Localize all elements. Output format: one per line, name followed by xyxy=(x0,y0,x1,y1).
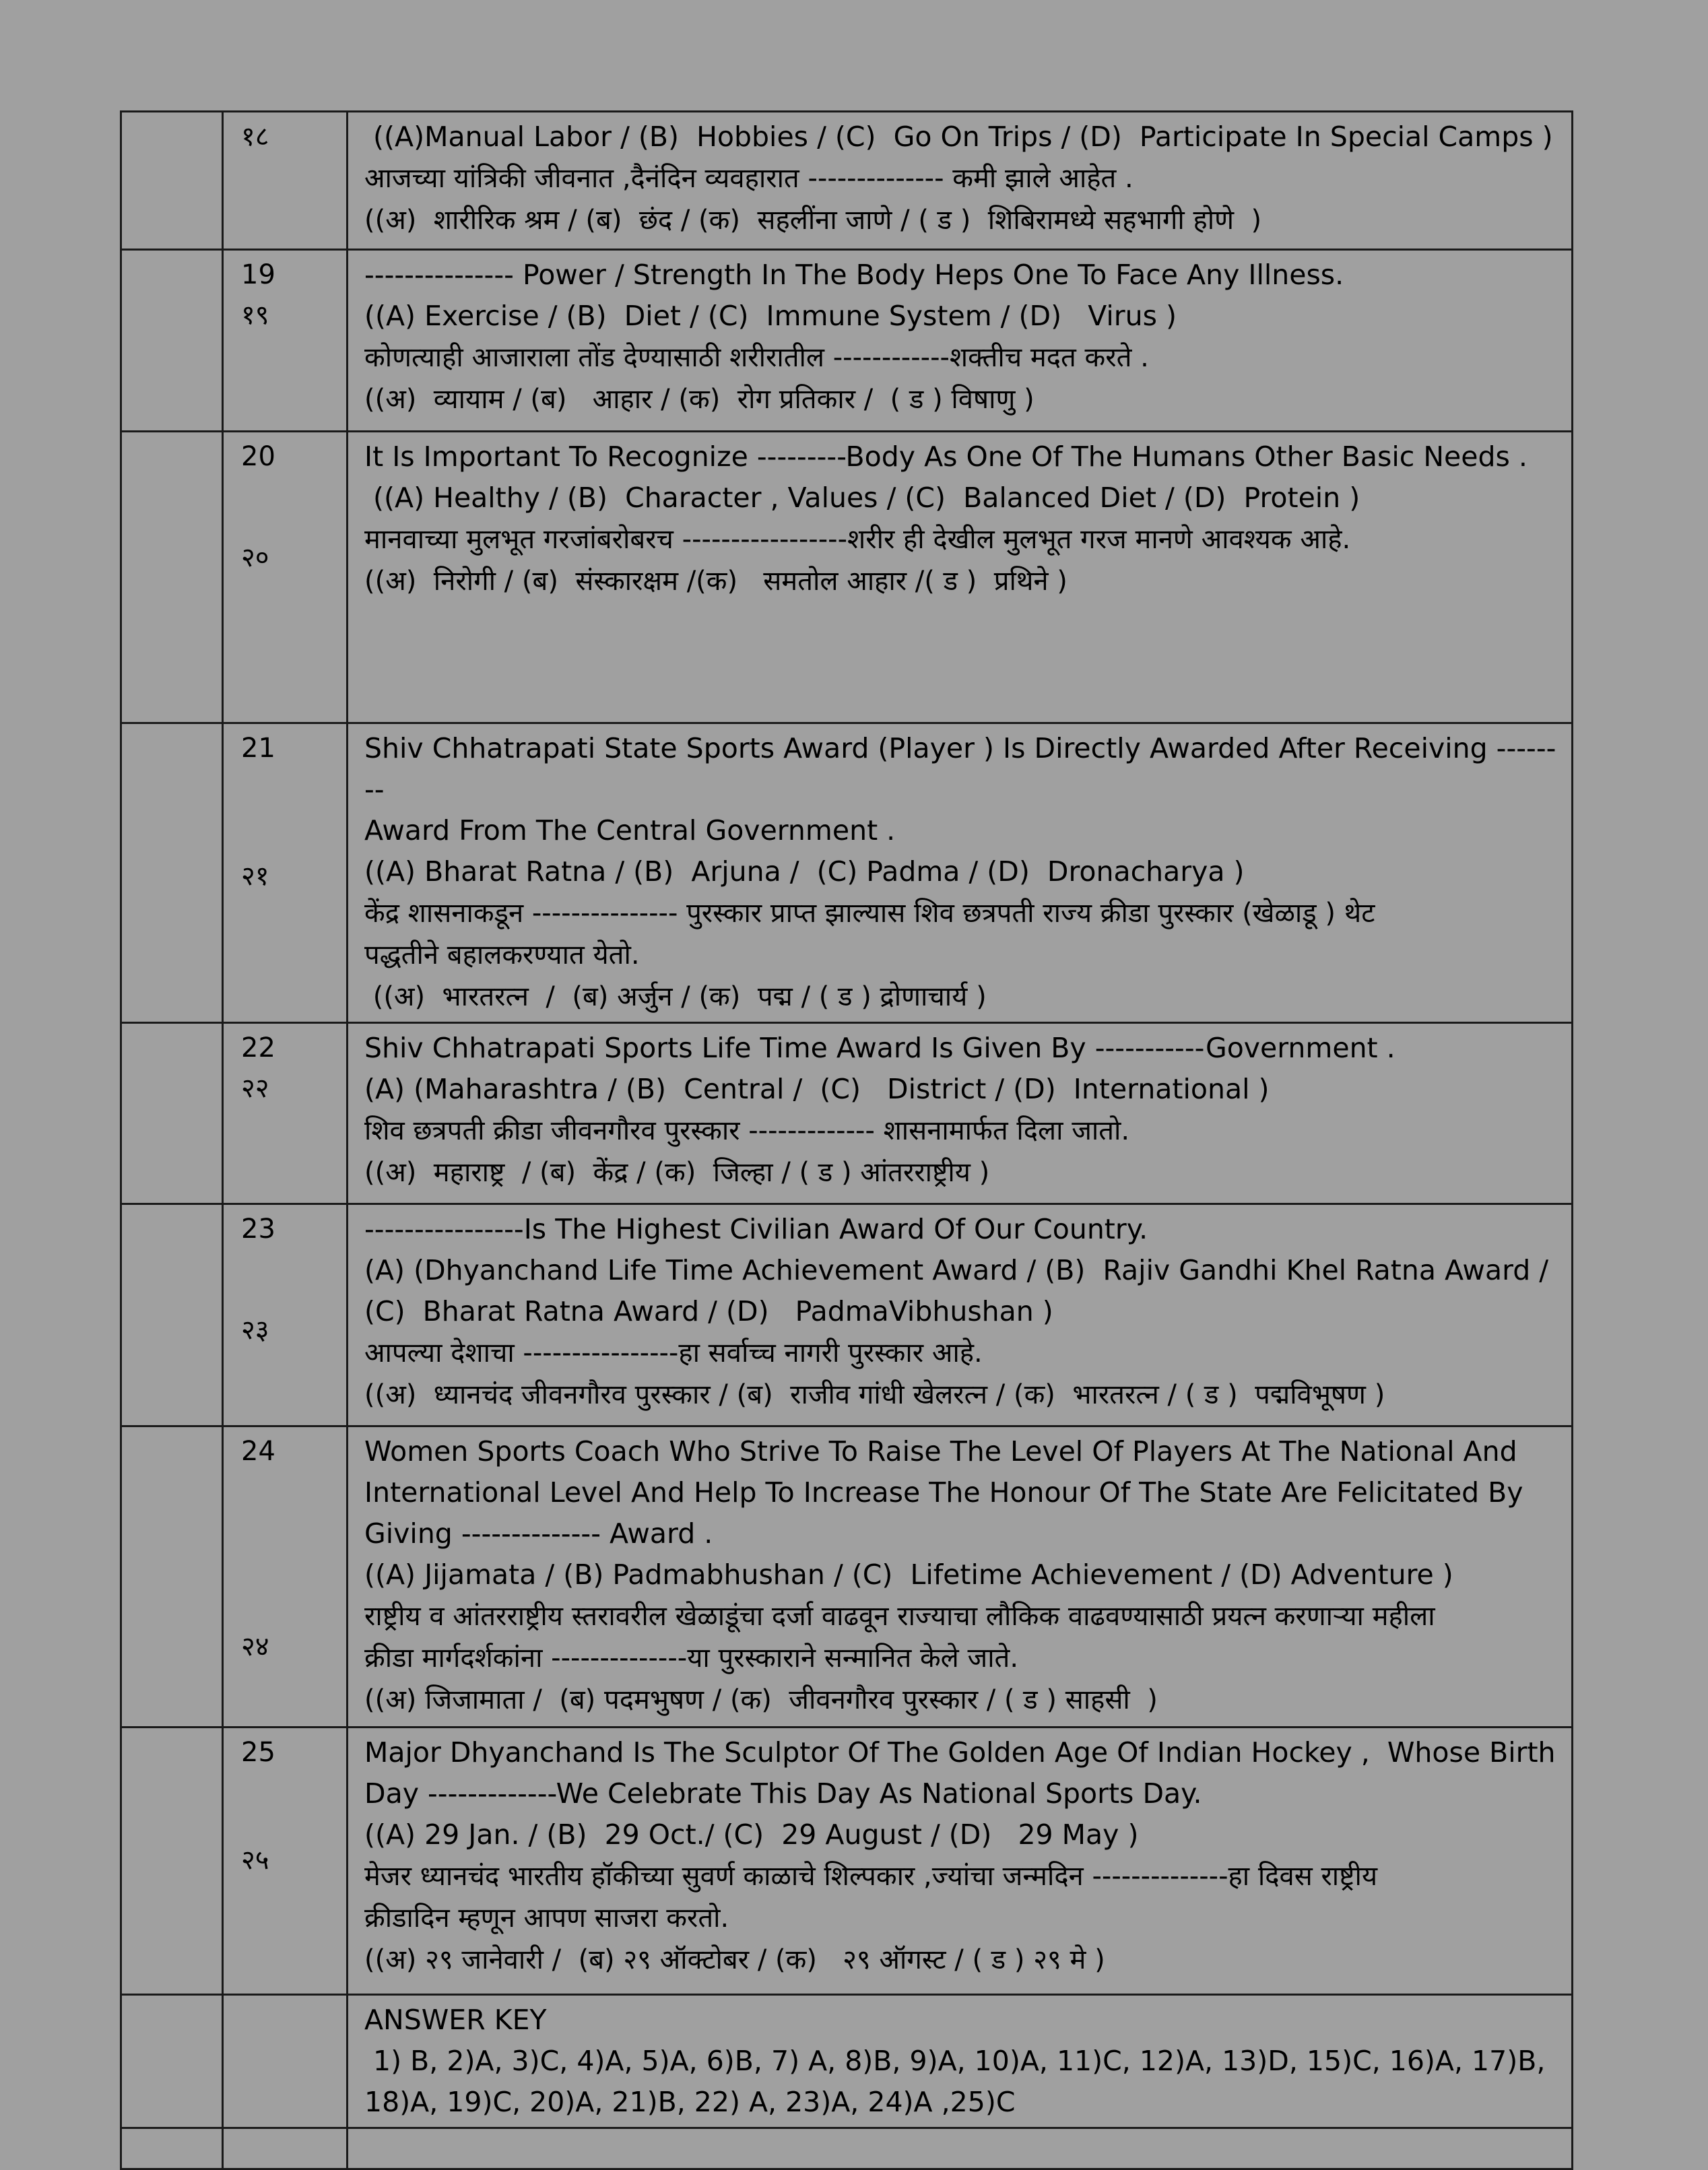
blank-cell xyxy=(121,1023,223,1204)
blank-cell xyxy=(121,2128,223,2169)
question-line: राष्ट्रीय व आंतरराष्ट्रीय स्तरावरील खेळाडूंचा दर्जा वाढवून राज्याचा लौकिक वाढवण्यासाठी प्रयत्न करणाऱ्या महीला xyxy=(364,1601,1435,1632)
blank-cell xyxy=(121,1426,223,1728)
question-line: Women Sports Coach Who Strive To Raise The Level Of Players At The National And xyxy=(364,1435,1517,1468)
question-line: केंद्र शासनाकडून --------------- पुरस्कार प्राप्त झाल्यास शिव छत्रपती राज्य क्रीडा पुरस्कार (खेळाडू ) थेट xyxy=(364,898,1375,929)
question-text-cell xyxy=(348,432,1573,723)
question-line: Major Dhyanchand Is The Sculptor Of The Golden Age Of Indian Hockey , Whose Birth xyxy=(364,1736,1556,1769)
question-number-cell xyxy=(223,1204,348,1426)
question-line: ((A) Healthy / (B) Character , Values / (C) Balanced Diet / (D) Protein ) xyxy=(364,482,1360,514)
question-line: (A) (Maharashtra / (B) Central / (C) District / (D) International ) xyxy=(364,1073,1270,1105)
answer-key-line: 1) B, 2)A, 3)C, 4)A, 5)A, 6)B, 7) A, 8)B, 9)A, 10)A, 11)C, 12)A, 13)D, 15)C, 16)A, 17)B, xyxy=(364,2045,1546,2077)
question-number-mr: २२ xyxy=(241,1073,269,1104)
question-line: --------------- Power / Strength In The Body Heps One To Face Any Illness. xyxy=(364,259,1344,291)
question-line: ((अ) भारतरत्न / (ब) अर्जुन / (क) पद्म / ( ड ) द्रोणाचार्य ) xyxy=(364,981,987,1012)
blank-cell xyxy=(121,1995,223,2128)
question-line: ((A) Jijamata / (B) Padmabhushan / (C) Lifetime Achievement / (D) Adventure ) xyxy=(364,1558,1453,1591)
question-line: ((अ) जिजामाता / (ब) पदमभुषण / (क) जीवनगौरव पुरस्कार / ( ड ) साहसी ) xyxy=(364,1684,1158,1715)
question-line: ((A) 29 Jan. / (B) 29 Oct./ (C) 29 August / (D) 29 May ) xyxy=(364,1818,1139,1851)
question-line: Award From The Central Government . xyxy=(364,814,896,847)
question-line: पद्धतीने बहालकरण्यात येतो. xyxy=(364,940,640,971)
empty-row xyxy=(121,2128,1573,2169)
question-text-cell xyxy=(348,112,1573,250)
question-line: ((अ) २९ जानेवारी / (ब) २९ ऑक्टोबर / (क) २९ ऑगस्ट / ( ड ) २९ मे ) xyxy=(364,1944,1105,1975)
question-line: मेजर ध्यानचंद भारतीय हॉकीच्या सुवर्ण काळाचे शिल्पकार ,ज्यांचा जन्मदिन --------------हा दिवस राष्ट्रीय xyxy=(364,1861,1378,1892)
answer-key-cell xyxy=(348,1995,1573,2128)
table-row xyxy=(121,1426,1573,1728)
table-row xyxy=(121,1728,1573,1995)
question-number-en: 19 xyxy=(241,259,275,290)
question-text-cell xyxy=(348,723,1573,1023)
question-number-cell xyxy=(223,250,348,432)
blank-cell xyxy=(121,1728,223,1995)
blank-cell xyxy=(348,2128,1573,2169)
question-line: ((अ) निरोगी / (ब) संस्कारक्षम /(क) समतोल आहार /( ड ) प्रथिने ) xyxy=(364,566,1068,597)
question-number-cell xyxy=(223,112,348,250)
blank-cell xyxy=(223,1995,348,2128)
question-line: Day -------------We Celebrate This Day As National Sports Day. xyxy=(364,1777,1202,1810)
question-number-mr: २० xyxy=(241,542,269,573)
table-row xyxy=(121,723,1573,1023)
question-number-mr: २५ xyxy=(241,1845,269,1876)
question-number-mr: २१ xyxy=(241,861,269,892)
question-line: (A) (Dhyanchand Life Time Achievement Award / (B) Rajiv Gandhi Khel Ratna Award / xyxy=(364,1254,1549,1286)
question-line: ((A) Bharat Ratna / (B) Arjuna / (C) Padma / (D) Dronacharya ) xyxy=(364,855,1245,888)
table-row xyxy=(121,1023,1573,1204)
question-line: ((अ) व्यायाम / (ब) आहार / (क) रोग प्रतिकार / ( ड ) विषाणु ) xyxy=(364,384,1034,415)
question-text-cell xyxy=(348,1023,1573,1204)
question-number-en: 21 xyxy=(241,733,275,764)
blank-cell xyxy=(121,1204,223,1426)
question-line: शिव छत्रपती क्रीडा जीवनगौरव पुरस्कार ------------- शासनामार्फत दिला जातो. xyxy=(364,1115,1130,1146)
question-line: ((A)Manual Labor / (B) Hobbies / (C) Go On Trips / (D) Participate In Special Camps ) xyxy=(364,121,1553,153)
question-table xyxy=(120,110,1573,2170)
answer-key-row xyxy=(121,1995,1573,2128)
question-number-mr: २४ xyxy=(241,1631,269,1662)
question-line: (C) Bharat Ratna Award / (D) PadmaVibhushan ) xyxy=(364,1295,1053,1327)
question-number-mr: २३ xyxy=(241,1315,269,1346)
blank-cell xyxy=(121,723,223,1023)
question-number-cell xyxy=(223,1426,348,1728)
question-number-cell xyxy=(223,1023,348,1204)
question-line: ----------------Is The Highest Civilian Award Of Our Country. xyxy=(364,1213,1148,1245)
question-line: It Is Important To Recognize ---------Body As One Of The Humans Other Basic Needs . xyxy=(364,440,1528,473)
question-line: कोणत्याही आजाराला तोंड देण्यासाठी शरीरातील ------------शक्तीच मदत करते . xyxy=(364,342,1149,373)
question-line: ((अ) ध्यानचंद जीवनगौरव पुरस्कार / (ब) राजीव गांधी खेलरत्न / (क) भारतरत्न / ( ड ) पद्मविभूषण ) xyxy=(364,1379,1385,1410)
question-number-cell xyxy=(223,432,348,723)
question-text-cell xyxy=(348,1728,1573,1995)
table-row xyxy=(121,250,1573,432)
blank-cell xyxy=(121,112,223,250)
question-line: मानवाच्या मुलभूत गरजांबरोबरच -----------------शरीर ही देखील मुलभूत गरज मानणे आवश्यक आहे. xyxy=(364,524,1351,555)
question-number-mr: १८ xyxy=(241,121,269,152)
question-number-cell xyxy=(223,1728,348,1995)
question-line: ((A) Exercise / (B) Diet / (C) Immune System / (D) Virus ) xyxy=(364,300,1177,332)
table-row xyxy=(121,112,1573,250)
table-row xyxy=(121,432,1573,723)
table-row xyxy=(121,1204,1573,1426)
question-line: Shiv Chhatrapati Sports Life Time Award Is Given By -----------Government . xyxy=(364,1032,1395,1064)
question-text-cell xyxy=(348,250,1573,432)
question-line: आजच्या यांत्रिकी जीवनात ,दैनंदिन व्यवहारात -------------- कमी झाले आहेत . xyxy=(364,163,1134,194)
question-line: ((अ) महाराष्ट्र / (ब) केंद्र / (क) जिल्हा / ( ड ) आंतरराष्ट्रीय ) xyxy=(364,1157,990,1188)
question-number-en: 22 xyxy=(241,1032,275,1063)
question-line: Giving -------------- Award . xyxy=(364,1517,713,1550)
question-number-en: 25 xyxy=(241,1737,275,1768)
question-number-mr: १९ xyxy=(241,300,269,331)
question-line: क्रीडादिन म्हणून आपण साजरा करतो. xyxy=(364,1903,729,1934)
answer-key-line: 18)A, 19)C, 20)A, 21)B, 22) A, 23)A, 24)A ,25)C xyxy=(364,2086,1016,2118)
question-number-en: 24 xyxy=(241,1436,275,1467)
question-line: आपल्या देशाचा ----------------हा सर्वाच्च नागरी पुरस्कार आहे. xyxy=(364,1338,983,1369)
question-number-en: 20 xyxy=(241,441,275,472)
question-line: ((अ) शारीरिक श्रम / (ब) छंद / (क) सहलींना जाणे / ( ड ) शिबिरामध्ये सहभागी होणे ) xyxy=(364,205,1262,236)
blank-cell xyxy=(121,250,223,432)
blank-cell xyxy=(223,2128,348,2169)
question-number-en: 23 xyxy=(241,1214,275,1245)
question-line: International Level And Help To Increase The Honour Of The State Are Felicitated By xyxy=(364,1476,1523,1509)
question-line: क्रीडा मार्गदर्शकांना --------------या पुरस्काराने सन्मानित केले जाते. xyxy=(364,1643,1019,1674)
question-text-cell xyxy=(348,1204,1573,1426)
answer-key-title: ANSWER KEY xyxy=(364,2004,547,2036)
blank-cell xyxy=(121,432,223,723)
question-line: Shiv Chhatrapati State Sports Award (Player ) Is Directly Awarded After Receiving -------- xyxy=(364,732,1556,805)
question-number-cell xyxy=(223,723,348,1023)
question-text-cell xyxy=(348,1426,1573,1728)
